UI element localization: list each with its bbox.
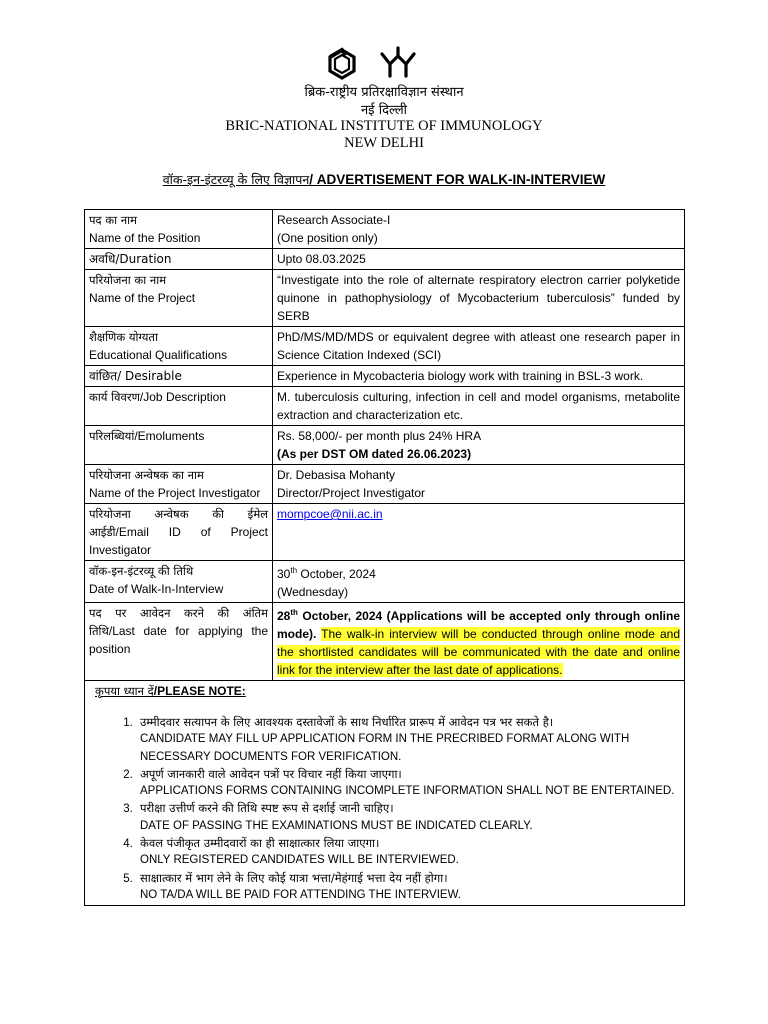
interview-label-english: Date of Walk-In-Interview — [89, 582, 224, 596]
table-row-last-date — [85, 603, 685, 681]
position-label-hindi: पद का नाम — [89, 213, 137, 227]
desirable-value: Experience in Mycobacteria biology work with training in BSL-3 work. — [273, 366, 685, 387]
pi-value — [273, 465, 685, 504]
hindi-city: नई दिल्ली — [360, 103, 408, 118]
table-row-desirable — [85, 366, 685, 387]
table-row-job-description — [85, 387, 685, 426]
education-label — [85, 327, 273, 366]
list-item — [136, 766, 680, 801]
interview-label — [85, 561, 273, 603]
position-count: (One position only) — [277, 231, 378, 245]
position-title: Research Associate-I — [277, 213, 391, 227]
advertisement-title-hindi: वॉक-इन-इंटरव्यू के लिए विज्ञापन — [162, 172, 310, 187]
table-row-email — [85, 504, 685, 561]
table-row-project-investigator — [85, 465, 685, 504]
duration-label: अवधि/Duration — [85, 249, 273, 270]
education-value: PhD/MS/MD/MDS or equivalent degree with atleast one research paper in Science Citation Indexed (SCI) — [273, 327, 685, 366]
list-item — [136, 835, 680, 870]
project-value: “Investigate into the role of alternate respiratory electron carrier polyketide quinone in pathophysiology of Mycobacterium tuberculosis” funded by SERB — [273, 270, 685, 327]
note-hindi: 2. अपूर्ण जानकारी वाले आवेदन पत्रों पर विचार नहीं किया जाएगा। — [140, 766, 402, 781]
project-label-english: Name of the Project — [89, 291, 196, 305]
last-date-day: 28 — [277, 609, 291, 623]
last-date-label — [85, 603, 273, 681]
table-row-position — [85, 210, 685, 249]
note-english: DATE OF PASSING THE EXAMINATIONS MUST BE INDICATED CLEARLY. — [140, 819, 533, 832]
interview-weekday: (Wednesday) — [277, 585, 349, 599]
table-row-notes — [85, 681, 685, 906]
note-hindi: 1. उम्मीदवार सत्यापन के लिए आवश्यक दस्तावेजों के साथ निर्धारित प्रारूप में आवेदन पत्र भर सकते है। — [140, 715, 554, 729]
table-row-education — [85, 327, 685, 366]
note-hindi: 3. परीक्षा उत्तीर्ण करने की तिथि स्पष्ट रूप से दर्शाई जानी चाहिए। — [140, 801, 394, 816]
notes-section — [85, 681, 685, 906]
salary-reference: (As per DST OM dated 26.06.2023) — [277, 447, 472, 461]
notes-title — [95, 682, 680, 700]
list-item — [136, 714, 680, 766]
institute-name: BRIC-NATIONAL INSTITUTE OF IMMUNOLOGY — [225, 118, 543, 134]
job-label-english: /Job Description — [139, 390, 226, 404]
online-interview-note: The walk-in interview will be conducted through online mode and the shortlisted candidates will be communicated with the date and online link for the interview after the last date of applications. — [277, 627, 681, 677]
job-label — [85, 387, 273, 426]
last-date-value — [273, 603, 685, 681]
list-item — [136, 870, 680, 905]
education-label-hindi: शैक्षणिक योग्यता — [89, 330, 158, 344]
note-hindi: 4. केवल पंजीकृत उम्मीदवारों का ही साक्षात्कार लिया जाएगा। — [140, 836, 380, 851]
emoluments-label — [85, 426, 273, 465]
table-row-duration — [85, 249, 685, 270]
list-item — [136, 800, 680, 835]
advertisement-title-english: / ADVERTISEMENT FOR WALK-IN-INTERVIEW — [309, 172, 606, 187]
note-english: CANDIDATE MAY FILL UP APPLICATION FORM IN THE PRECRIBED FORMAT ALONG WITH NECESSARY DOCUMENTS FOR VERIFICATION. — [140, 733, 630, 763]
hindi-institute-name: ब्रिक-राष्ट्रीय प्रतिरक्षाविज्ञान संस्थान — [304, 85, 464, 100]
emoluments-label-hindi: परिलब्धियां — [89, 429, 135, 443]
email-label-hindi-id: आईडी — [89, 525, 116, 539]
interview-label-hindi: वॉक-इन-इंटरव्यू की तिथि — [89, 564, 194, 578]
table-row-interview-date — [85, 561, 685, 603]
note-english: NO TA/DA WILL BE PAID FOR ATTENDING THE INTERVIEW. — [140, 888, 461, 901]
interview-value — [273, 561, 685, 603]
pi-name: Dr. Debasisa Mohanty — [277, 468, 396, 482]
job-label-hindi: कार्य विवरण — [89, 390, 140, 404]
pi-email-link[interactable]: mompcoe@nii.ac.in — [277, 507, 383, 521]
position-label-english: Name of the Position — [89, 231, 201, 245]
project-label-hindi: परियोजना का नाम — [89, 273, 167, 287]
position-value — [273, 210, 685, 249]
institute-logo-icon — [324, 46, 440, 84]
position-label — [85, 210, 273, 249]
email-value — [273, 504, 685, 561]
institute-city: NEW DELHI — [344, 135, 424, 151]
table-row-project — [85, 270, 685, 327]
note-hindi: 5. साक्षात्कार में भाग लेने के लिए कोई यात्रा भत्ता/मेहंगाई भत्ता देय नहीं होगा। — [140, 870, 448, 885]
interview-day-suffix: th — [290, 566, 298, 575]
desirable-label: वांछित/ Desirable — [85, 366, 273, 387]
interview-month-year: October, 2024 — [297, 567, 376, 581]
last-date-day-suffix: th — [290, 608, 298, 617]
project-label — [85, 270, 273, 327]
last-date-label-hindi: पद पर आवेदन करने की अंतिम तिथि — [89, 606, 268, 638]
advertisement-title — [0, 171, 768, 188]
email-label — [85, 504, 273, 561]
pi-label-english: Name of the Project Investigator — [89, 486, 261, 500]
last-date-label-english: /Last date for applying the position — [89, 624, 268, 656]
last-date-text: October, 2024 (Applications will be accepted only through online mode). — [277, 609, 680, 641]
email-label-english: /Email ID of Project Investigator — [89, 525, 268, 557]
pi-label-hindi: परियोजना अन्वेषक का नाम — [89, 468, 204, 482]
table-row-emoluments — [85, 426, 685, 465]
pi-label — [85, 465, 273, 504]
emoluments-value — [273, 426, 685, 465]
note-english: APPLICATIONS FORMS CONTAINING INCOMPLETE INFORMATION SHALL NOT BE ENTERTAINED. — [140, 785, 675, 798]
pi-designation: Director/Project Investigator — [277, 486, 426, 500]
notes-list — [89, 714, 680, 904]
interview-date — [277, 565, 680, 583]
job-details-table — [84, 209, 685, 906]
duration-value: Upto 08.03.2025 — [273, 249, 685, 270]
education-label-english: Educational Qualifications — [89, 348, 228, 362]
notes-title-english: /PLEASE NOTE: — [153, 684, 246, 698]
salary: Rs. 58,000/- per month plus 24% HRA — [277, 429, 482, 443]
email-label-hindi: परियोजना अन्वेषक की ईमेल — [89, 507, 268, 521]
notes-title-hindi: कृपया ध्यान दें — [95, 684, 154, 698]
emoluments-label-english: /Emoluments — [134, 429, 205, 443]
job-value: M. tuberculosis culturing, infection in cell and model organisms, metabolite extraction and characterization etc. — [273, 387, 685, 426]
interview-day: 30 — [277, 567, 291, 581]
note-english: ONLY REGISTERED CANDIDATES WILL BE INTERVIEWED. — [140, 854, 459, 867]
